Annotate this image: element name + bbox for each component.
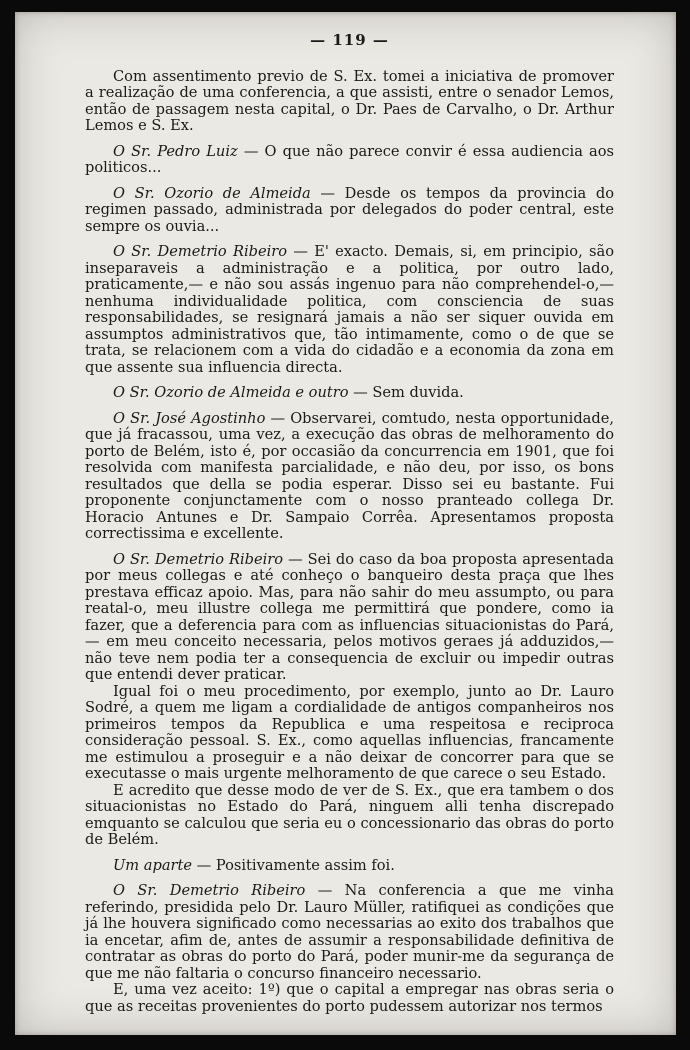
paragraph [85,186,614,236]
paragraph [85,783,614,849]
paragraph [85,385,614,402]
paragraph [85,982,614,1015]
paragraph-text: — E' exacto. Demais, si, em principio, são inseparaveis a administração e a politica, por outro lado, praticamente,— e não sou assás ingenuo para não comprehendel-o,— nenhuma individualidade politica, com consciencia de suas responsabilidades, se resignará jamais a não ser siquer ouvida em assumptos administrativos que, tão intimamente, como o de que se trata, se relacionem com a vida do cidadão e a economia da zona em que assente sua influencia directa. [85,243,614,376]
paragraph [85,244,614,376]
page-number: — 119 — [310,31,389,49]
paragraph-text: — Observarei, comtudo, nesta opportunidade, que já fracassou, uma vez, a execução das obras de melhoramento do porto de Belém, isto é, por occasião da concurrencia em 1901, que foi resolvida com manifesta parcialidade, e não deu, por isso, os bons resultados que della se podia esperar. Disso sei eu bastante. Fui proponente conjunctamente com o nosso pranteado collega Dr. Horacio Antunes e Dr. Sampaio Corrêa. Apresentamos proposta correctissima e excellente. [85,409,614,542]
paragraph-text: — Desde os tempos da provincia do regimen passado, administrada por delegados do poder central, este sempre os ouvia... [85,184,614,235]
speaker-name: Um aparte [113,856,192,874]
paragraph [85,858,614,875]
speaker-name: O Sr. Demetrio Ribeiro [113,882,306,899]
paragraph-text: E, uma vez aceito: 1º) que o capital a empregar nas obras seria o que as receitas provenientes do porto pudessem autorizar nos termos [85,981,614,1015]
document-page [15,12,676,1035]
paragraph-text: E acredito que desse modo de ver de S. Ex., que era tambem o dos situacionistas no Estado do Pará, ninguem alli tenha discrepado emquanto se calculou que seria eu o concessionario das obras do porto de Belém. [85,781,614,848]
paragraph [85,883,614,982]
paragraph [85,144,614,177]
paragraph-text: — O que não parece convir é essa audiencia aos politicos... [85,142,615,176]
paragraph-text: — Positivamente assim foi. [196,856,395,874]
speaker-name: O Sr. Ozorio de Almeida [113,184,311,202]
paragraph [85,411,614,543]
paragraph [85,684,614,783]
speaker-name: O Sr. José Agostinho [113,409,266,427]
paragraph-text: — Na conferencia a que me vinha referindo, presidida pelo Dr. Lauro Müller, ratifiquei as condições que já lhe houvera significado como necessarias ao exito dos trabalhos que ia encetar, afim de, antes de assumir a responsabilidade definitiva de contratar as obras do porto do Pará, poder munir-me da segurança de que me não faltaria o concurso financeiro necessario. [85,882,615,982]
paragraph [85,69,614,135]
paragraph [85,552,614,684]
paragraph-text: Com assentimento previo de S. Ex. tomei a iniciativa de promover a realização de uma conferencia, a que assisti, entre o senador Lemos, então de passagem nesta capital, o Dr. Paes de Carvalho, o Dr. Arthur Lemos e S. Ex. [85,67,614,134]
paragraph-text: — Sem duvida. [353,384,464,401]
speaker-name: O Sr. Ozorio de Almeida e outro [113,384,349,401]
paragraph-text: — Sei do caso da boa proposta apresentada por meus collegas e até conheço o banqueiro desta praça que lhes prestava efficaz apoio. Mas, para não sahir do meu assumpto, ou para reatal-o, meu illustre collega me permittirá que pondere, como ia fazer, que a deferencia para com as influencias situacionistas do Pará,— em meu conceito necessaria, pelos motivos geraes já adduzidos,— não teve nem podia ter a consequencia de excluir ou impedir outras que entendi dever praticar. [85,550,615,683]
speaker-name: O Sr. Demetrio Ribeiro [113,550,284,568]
paragraph-text: Igual foi o meu procedimento, por exemplo, junto ao Dr. Lauro Sodré, a quem me ligam a cordialidade de antigos companheiros nos primeiros tempos da Republica e uma respeitosa e reciproca consideração pessoal. S. Ex., como aquellas influencias, francamente me estimulou a proseguir e a não deixar de concorrer para que se executasse o mais urgente melhoramento de que carece o seu Estado. [85,682,614,782]
speaker-name: O Sr. Pedro Luiz [113,142,238,160]
page-content [15,12,676,1029]
speaker-name: O Sr. Demetrio Ribeiro [113,243,288,260]
